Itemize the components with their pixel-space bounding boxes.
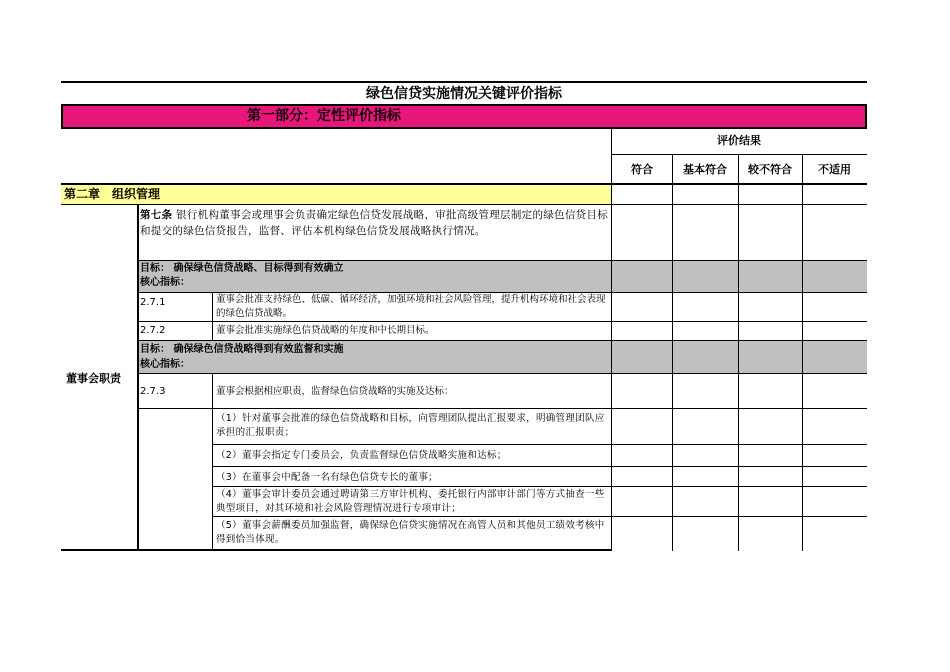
row-rule (137, 408, 867, 409)
eval-header: 评价结果 (717, 134, 761, 147)
col-rule (672, 154, 673, 551)
goal1-line1: 目标： 确保绿色信贷战略、目标得到有效确立 (140, 263, 344, 274)
row-rule (137, 373, 867, 374)
row-rule (212, 486, 867, 487)
goal1-block (140, 262, 610, 290)
eval-header-rule (611, 154, 867, 155)
sub-item-3: （3）在董事会中配备一名有绿色信贷专长的董事； (216, 472, 438, 483)
col-rule (137, 204, 139, 551)
article-label: 第七条 (140, 209, 173, 221)
sub-item-4: （4）董事会审计委员会通过聘请第三方审计机构、委托银行内部审计部门等方式抽查一些典型项目，对其环境和社会风险管理情况进行专项审计； (216, 489, 605, 514)
col-rule (212, 373, 213, 551)
article-text (140, 208, 610, 260)
sub-item-1: （1）针对董事会批准的绿色信贷战略和目标，向管理团队提出汇报要求，明确管理团队应承担的汇报职责； (216, 413, 605, 438)
row-rule (137, 260, 867, 261)
sub-item-5: （5）董事会薪酬委员加强监督，确保绿色信贷实施情况在高管人员和其他员工绩效考核中得到恰当体现。 (216, 520, 605, 545)
row-272-code: 2.7.2 (140, 325, 166, 336)
col-rule (738, 154, 739, 551)
row-rule (212, 444, 867, 445)
col-rule (212, 292, 213, 341)
row-rule (212, 466, 867, 467)
article-body: 银行机构董事会或理事会负责确定绿色信贷发展战略，审批高级管理层制定的绿色信贷目标和提交的绿色信贷报告，监督、评估本机构绿色信贷发展战略执行情况。 (140, 209, 609, 237)
row-273-code: 2.7.3 (140, 386, 166, 397)
chapter-bottom-rule (61, 204, 867, 205)
row-271-text: 董事会批准支持绿色、低碳、循环经济，加强环境和社会风险管理，提升机构环境和社会表现的绿色信贷战略。 (216, 294, 606, 319)
header-bottom-rule (61, 183, 867, 185)
table-bottom-rule (61, 549, 611, 551)
eval-col-0: 符合 (631, 163, 653, 176)
row-rule (137, 321, 867, 322)
part-header: 第一部分：定性评价指标 (247, 108, 401, 124)
eval-col-3: 不适用 (818, 163, 851, 176)
row-272-text: 董事会批准实施绿色信贷战略的年度和中长期目标。 (216, 325, 435, 336)
eval-col-1: 基本符合 (683, 163, 727, 176)
goal2-block (140, 342, 610, 372)
row-rule (137, 340, 867, 341)
goal2-line1: 目标： 确保绿色信贷战略得到有效监督和实施 (140, 344, 344, 355)
col-rule (802, 154, 803, 551)
row-273-text: 董事会根据相应职责，监督绿色信贷战略的实施及达标： (216, 386, 454, 397)
goal2-line2: 核心指标： (140, 359, 190, 370)
chapter-title: 第二章 组织管理 (64, 187, 161, 201)
top-border (61, 81, 867, 83)
row-rule (212, 516, 867, 517)
section-label: 董事会职责 (66, 372, 121, 385)
row-rule (137, 292, 867, 293)
col-rule (611, 129, 612, 551)
sub-item-2: （2）董事会指定专门委员会，负责监督绿色信贷战略实施和达标； (216, 450, 507, 461)
goal1-line2: 核心指标： (140, 277, 190, 288)
sheet-title: 绿色信贷实施情况关键评价指标 (366, 86, 562, 102)
row-271-code: 2.7.1 (140, 297, 166, 308)
eval-col-2: 较不符合 (748, 163, 792, 176)
